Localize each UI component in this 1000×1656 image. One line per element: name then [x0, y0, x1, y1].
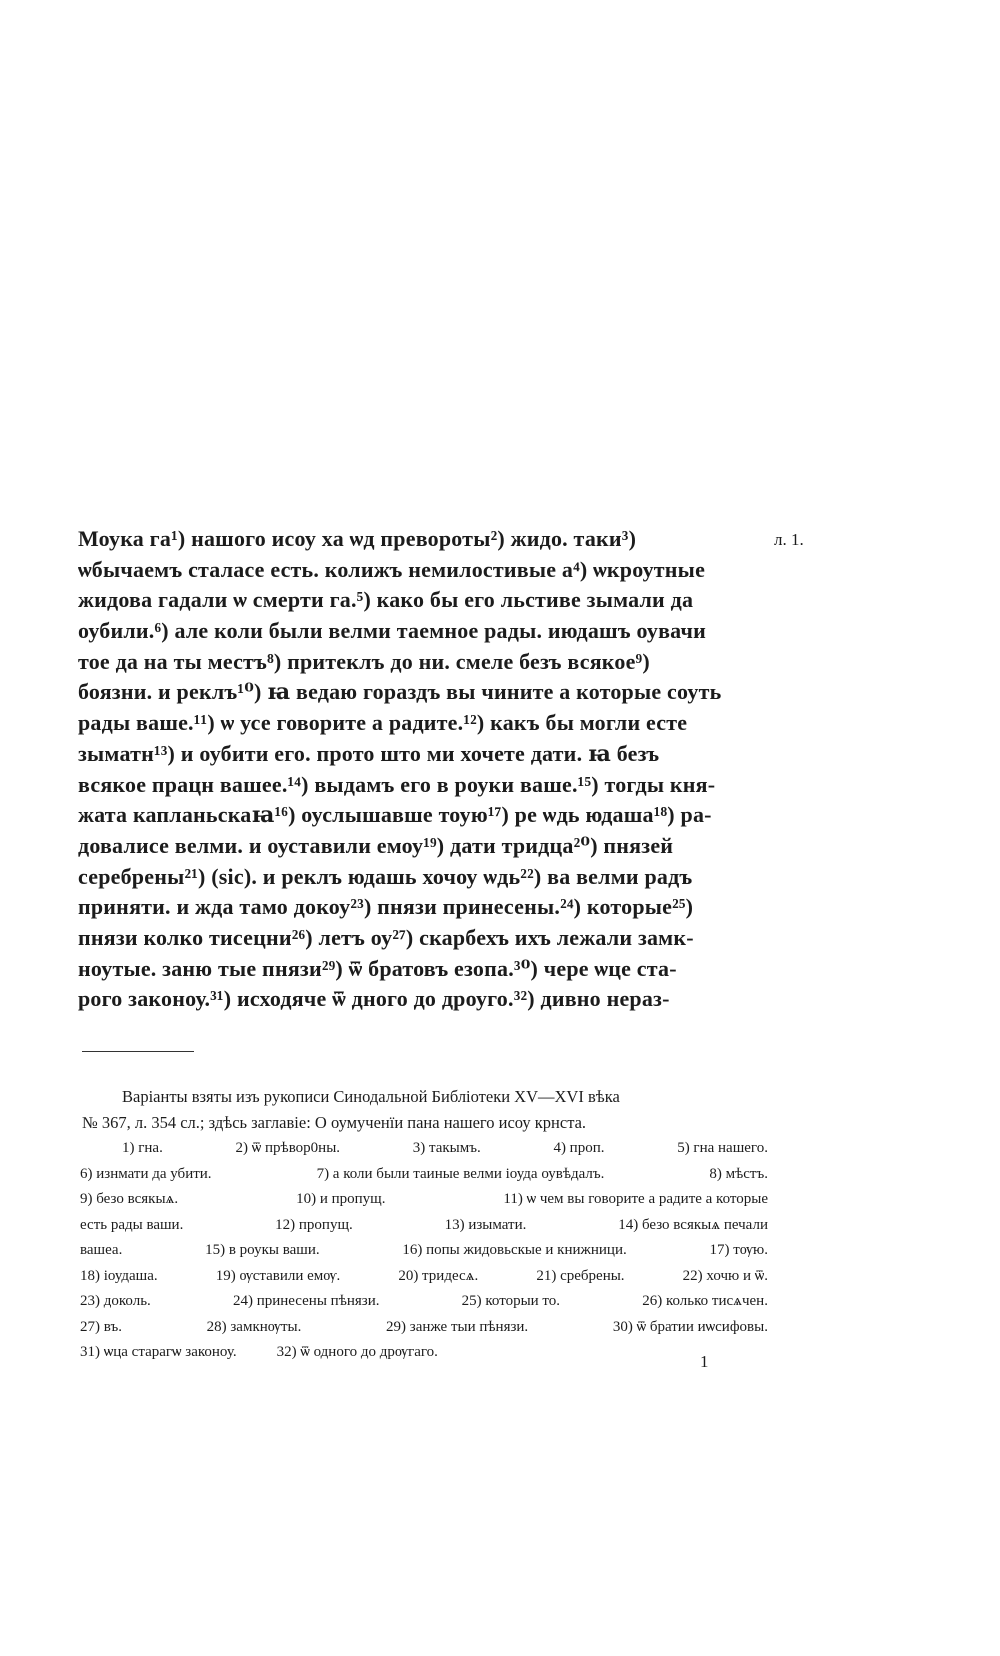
variant-line: [80, 1315, 768, 1341]
variant-entry: 23) доколь.: [80, 1293, 151, 1309]
variant-line: [80, 1162, 768, 1188]
main-text-line: жидова гадали ѡ смерти га.⁵) како бы его льстиве зымали да: [78, 587, 694, 613]
main-text-line: оубили.⁶) але коли были велми таемное рады. июдашъ оувачи: [78, 618, 706, 644]
variant-entry: 17) тѹю.: [709, 1242, 768, 1258]
main-text-line: ѡбычаемъ сталасе есть. колижъ немилостивые а⁴) ѡкроутные: [78, 556, 706, 582]
main-text-line: боязни. и реклъ¹⁰) ꙗ ведаю гораздъ вы чините а которые соуть: [78, 679, 722, 705]
variant-entry: 1) гна.: [122, 1140, 163, 1156]
intro-line: Варіанты взяты изъ рукописи Синодальной Библіотеки XV—XVI вѣка: [122, 1087, 620, 1106]
footnote-rule: [82, 1051, 194, 1052]
variant-line: [80, 1264, 768, 1290]
variant-entry: 7) а коли были таиные велми іоуда оувѣдалъ.: [316, 1165, 605, 1182]
main-text-line: ноутые. заню тые пнязи²⁹) ѿ братовъ езопа.³⁰) чере ѡце ста-: [78, 955, 677, 981]
variant-entry: 16) попы жидовьскые и книжници.: [402, 1242, 627, 1258]
main-text: [78, 524, 766, 1015]
variant-readings: [80, 1136, 768, 1366]
variant-entry: 2) ѿ прѣвор0ны.: [235, 1140, 341, 1156]
variant-entry: 3) такымъ.: [412, 1140, 481, 1156]
variant-entry: 25) которыи то.: [461, 1293, 561, 1309]
variant-line: [80, 1340, 768, 1366]
variant-entry: 31) ѡца старагѡ законоу.: [80, 1344, 237, 1360]
variant-line: [80, 1187, 768, 1213]
variant-entry: 8) мѣстъ.: [709, 1165, 768, 1182]
main-text-line: зыматн¹³) и оубити его. прото што ми хочете дати. ꙗ безъ: [78, 740, 660, 766]
variant-entry: 14) безо всякыѧ печали: [618, 1216, 768, 1233]
variant-line: [80, 1289, 768, 1315]
main-text-line: всякое працн вашее.¹⁴) выдамъ его в роуки ваше.¹⁵) тогды кня-: [78, 771, 716, 797]
variant-entry: 22) хочю и ѿ.: [682, 1267, 768, 1284]
main-text-line: Моука га¹) нашого исоу ха ѡд превороты²) жидо. таки³): [78, 526, 637, 551]
variant-entry: 30) ѿ братии иѡсифовы.: [612, 1318, 768, 1335]
main-text-line: жата капланьскаꙗ¹⁶) оуслышавше тоую¹⁷) ре ѡдь юдаша¹⁸) ра-: [78, 802, 712, 828]
main-text-line: довалисе велми. и оуставили емоу¹⁹) дати тридца²⁰) пнязей: [78, 832, 674, 858]
variant-entry: 6) изнмати да убити.: [80, 1165, 212, 1182]
variant-entry: 21) сребрены.: [536, 1267, 625, 1284]
variant-entry: 15) в роукы ваши.: [205, 1242, 320, 1258]
folio-margin-note: л. 1.: [774, 530, 804, 549]
signature-mark: 1: [700, 1352, 709, 1371]
variant-entry: 10) и пропущ.: [296, 1191, 386, 1207]
intro-line: № 367, л. 354 сл.; здѣсь заглавіе: О оумученїи пана нашего исоу крнста.: [82, 1113, 587, 1132]
variant-line: [80, 1238, 768, 1264]
variant-entry: вашеа.: [80, 1242, 123, 1258]
variant-entry: 12) пропущ.: [275, 1216, 353, 1233]
variant-entry: 20) тридесѧ.: [398, 1267, 479, 1284]
variants-intro: [82, 1084, 766, 1136]
variant-entry: 29) занже тыи пѣнязи.: [386, 1318, 529, 1335]
variant-entry: 11) ѡ чем вы говорите а радите а которые: [503, 1191, 768, 1207]
main-text-line: серебрены²¹) (sic). и реклъ юдашь хочоу ѡдь²²) ва велми радъ: [78, 863, 693, 889]
variant-entry: 18) іоудаша.: [80, 1267, 158, 1284]
main-text-line: пнязи колко тисецни²⁶) летъ оу²⁷) скарбехъ ихъ лежали замк-: [78, 924, 694, 950]
main-text-line: рого законоу.³¹) исходяче ѿ дного до дроуго.³²) дивно нераз-: [78, 986, 670, 1012]
variant-entry: 28) замкнѹты.: [206, 1318, 302, 1335]
main-text-line: рады ваше.¹¹) ѡ усе говорите а радите.¹²) какъ бы могли есте: [78, 710, 688, 736]
variant-entry: 19) ѹставили емѹ.: [215, 1267, 341, 1284]
variant-entry: 26) колько тисѧчен.: [642, 1293, 768, 1309]
variant-entry: 24) принесены пѣнязи.: [232, 1293, 380, 1309]
variant-line: [80, 1213, 768, 1239]
variant-entry: 4) проп.: [553, 1140, 605, 1156]
variant-entry: 5) гна нашего.: [677, 1140, 768, 1156]
variant-entry: 9) безо всякыѧ.: [80, 1191, 179, 1207]
variant-line: [80, 1136, 768, 1162]
variant-entry: есть рады ваши.: [80, 1216, 184, 1233]
main-text-line: приняти. и жда тамо докоу²³) пнязи принесены.²⁴) которые²⁵): [78, 894, 694, 920]
main-text-line: тое да на ты местъ⁸) притеклъ до ни. смеле безъ всякое⁹): [78, 648, 650, 674]
variant-entry: 27) въ.: [80, 1318, 122, 1335]
variant-entry: 13) изымати.: [444, 1216, 527, 1233]
variant-entry: 32) ѿ одного до дрѹгаго.: [276, 1344, 438, 1360]
